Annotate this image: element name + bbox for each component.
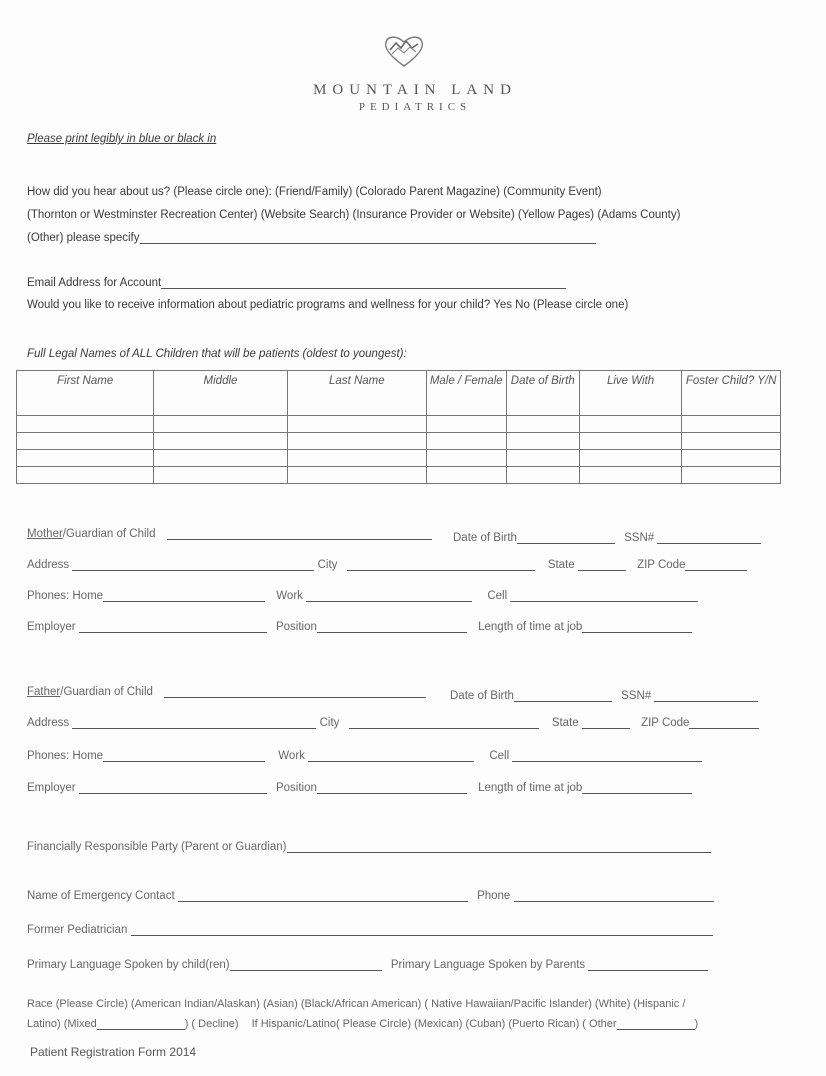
language-child-label: Primary Language Spoken by child(ren)	[27, 959, 230, 971]
mother-employer-row	[27, 620, 692, 633]
mother-name-field[interactable]	[167, 527, 432, 540]
brand-subtitle: PEDIATRICS	[358, 101, 472, 113]
mother-label-suffix: /Guardian of Child	[62, 528, 156, 540]
mother-position-field[interactable]	[317, 620, 467, 633]
father-employer-row	[27, 781, 692, 794]
mother-home-label: Phones: Home	[27, 590, 104, 602]
mother-zip-field[interactable]	[685, 558, 747, 571]
language-parents-field[interactable]	[588, 958, 708, 971]
referral-other-field[interactable]	[140, 231, 596, 244]
mother-cell-field[interactable]	[510, 589, 698, 602]
col-middle: Middle	[154, 371, 288, 416]
father-phones-row	[27, 749, 702, 762]
race-mixed-field[interactable]	[97, 1017, 185, 1030]
referral-question: How did you hear about us? (Please circle one):	[27, 186, 272, 198]
col-sex: Male / Female	[426, 371, 506, 416]
col-dob: Date of Birth	[506, 371, 579, 416]
mother-dob-field[interactable]	[517, 531, 615, 544]
father-dob-row	[450, 689, 758, 702]
mother-city-label: City	[317, 559, 338, 571]
table-row[interactable]	[17, 433, 781, 450]
father-zip-label: ZIP Code	[641, 717, 690, 729]
emergency-row	[27, 889, 714, 902]
father-name-field[interactable]	[164, 685, 426, 698]
referral-other-label: (Other) please specify	[27, 232, 140, 244]
father-home-field[interactable]	[103, 749, 265, 762]
heart-mountain-logo-icon	[382, 34, 426, 68]
race-line2	[27, 1017, 698, 1030]
table-row[interactable]	[17, 450, 781, 467]
mother-state-label: State	[547, 559, 575, 571]
father-cell-field[interactable]	[512, 749, 702, 762]
father-state-field[interactable]	[582, 716, 630, 729]
brand-name: MOUNTAIN LAND	[313, 82, 517, 98]
table-row[interactable]	[17, 467, 781, 484]
mother-name-row	[27, 527, 432, 540]
mother-dob-label: Date of Birth	[453, 532, 517, 544]
mother-label-prefix: Mother	[27, 528, 63, 540]
mother-address-row	[27, 558, 747, 571]
referral-question-line	[27, 186, 602, 198]
former-pediatrician-field[interactable]	[131, 923, 713, 936]
language-child-field[interactable]	[230, 958, 382, 971]
former-pediatrician-label: Former Pediatrician	[27, 924, 128, 936]
referral-options-line2: (Thornton or Westminster Recreation Center) (Website Search) (Insurance Provider or Website) (Yellow Pages) (Adams County)	[27, 209, 681, 221]
father-work-label: Work	[278, 750, 305, 762]
mother-cell-label: Cell	[487, 590, 508, 602]
mother-position-label: Position	[275, 621, 317, 633]
father-length-label: Length of time at job	[478, 782, 583, 794]
mother-phones-row	[27, 589, 698, 602]
emergency-name-field[interactable]	[178, 889, 468, 902]
children-table	[16, 370, 781, 484]
father-position-field[interactable]	[317, 781, 467, 794]
father-position-label: Position	[275, 782, 317, 794]
race-close-paren: )	[694, 1018, 699, 1030]
referral-options-line1: (Friend/Family) (Colorado Parent Magazine) (Community Event)	[275, 186, 602, 198]
mother-dob-row	[453, 531, 761, 544]
financial-row	[27, 840, 711, 853]
mother-work-label: Work	[276, 590, 303, 602]
mother-ssn-label: SSN#	[624, 532, 655, 544]
financial-field[interactable]	[287, 840, 711, 853]
father-address-field[interactable]	[72, 716, 316, 729]
race-line1: Race (Please Circle) (American Indian/Alaskan) (Asian) (Black/African American) ( Native Hawaiian/Pacific Islander) (White) (Hispanic /	[27, 998, 686, 1010]
father-length-field[interactable]	[582, 781, 692, 794]
race-decline: ) ( Decline)	[184, 1018, 239, 1030]
table-header-row	[17, 371, 781, 416]
table-row[interactable]	[17, 416, 781, 433]
emergency-phone-field[interactable]	[514, 889, 714, 902]
father-employer-field[interactable]	[79, 781, 267, 794]
mother-address-label: Address	[27, 559, 70, 571]
father-state-label: State	[551, 717, 579, 729]
father-ssn-field[interactable]	[654, 689, 758, 702]
father-city-label: City	[319, 717, 340, 729]
newsletter-question: Would you like to receive information about pediatric programs and wellness for your child? Yes No (Please circle one)	[27, 299, 629, 311]
mother-city-field[interactable]	[347, 558, 535, 571]
emergency-phone-label: Phone	[477, 890, 511, 902]
father-work-field[interactable]	[308, 749, 474, 762]
referral-other-row	[27, 231, 596, 244]
mother-length-label: Length of time at job	[478, 621, 583, 633]
financial-label: Financially Responsible Party (Parent or Guardian)	[27, 841, 287, 853]
children-heading: Full Legal Names of ALL Children that will be patients (oldest to youngest):	[27, 348, 407, 360]
mother-address-field[interactable]	[72, 558, 314, 571]
race-latino-mixed: Latino) (Mixed	[27, 1018, 97, 1030]
email-field[interactable]	[161, 276, 566, 289]
father-address-row	[27, 716, 759, 729]
father-label-prefix: Father	[27, 686, 61, 698]
footer-form-name: Patient Registration Form 2014	[30, 1045, 197, 1059]
father-dob-label: Date of Birth	[450, 690, 514, 702]
race-other-field[interactable]	[617, 1017, 695, 1030]
mother-state-field[interactable]	[578, 558, 626, 571]
email-row	[27, 276, 566, 289]
mother-employer-label: Employer	[27, 621, 76, 633]
language-parents-label: Primary Language Spoken by Parents	[390, 959, 586, 971]
father-home-label: Phones: Home	[27, 750, 104, 762]
father-ssn-label: SSN#	[621, 690, 652, 702]
father-zip-field[interactable]	[689, 716, 759, 729]
language-row	[27, 958, 708, 971]
father-employer-label: Employer	[27, 782, 76, 794]
emergency-label: Name of Emergency Contact	[27, 890, 175, 902]
mother-employer-field[interactable]	[79, 620, 267, 633]
instructions: Please print legibly in blue or black in	[27, 133, 217, 145]
col-live-with: Live With	[579, 371, 681, 416]
col-foster: Foster Child? Y/N	[682, 371, 781, 416]
father-dob-field[interactable]	[514, 689, 612, 702]
father-city-field[interactable]	[349, 716, 539, 729]
mother-ssn-field[interactable]	[657, 531, 761, 544]
race-hispanic-options: If Hispanic/Latino( Please Circle) (Mexican) (Cuban) (Puerto Rican) ( Other	[251, 1018, 617, 1030]
mother-work-field[interactable]	[306, 589, 472, 602]
col-first-name: First Name	[17, 371, 154, 416]
col-last-name: Last Name	[287, 371, 426, 416]
mother-zip-label: ZIP Code	[637, 559, 686, 571]
mother-length-field[interactable]	[582, 620, 692, 633]
email-label: Email Address for Account	[27, 277, 162, 289]
former-pediatrician-row	[27, 923, 713, 936]
father-name-row	[27, 685, 426, 698]
mother-home-field[interactable]	[103, 589, 265, 602]
father-label-suffix: /Guardian of Child	[60, 686, 153, 698]
father-cell-label: Cell	[489, 750, 510, 762]
father-address-label: Address	[27, 717, 70, 729]
